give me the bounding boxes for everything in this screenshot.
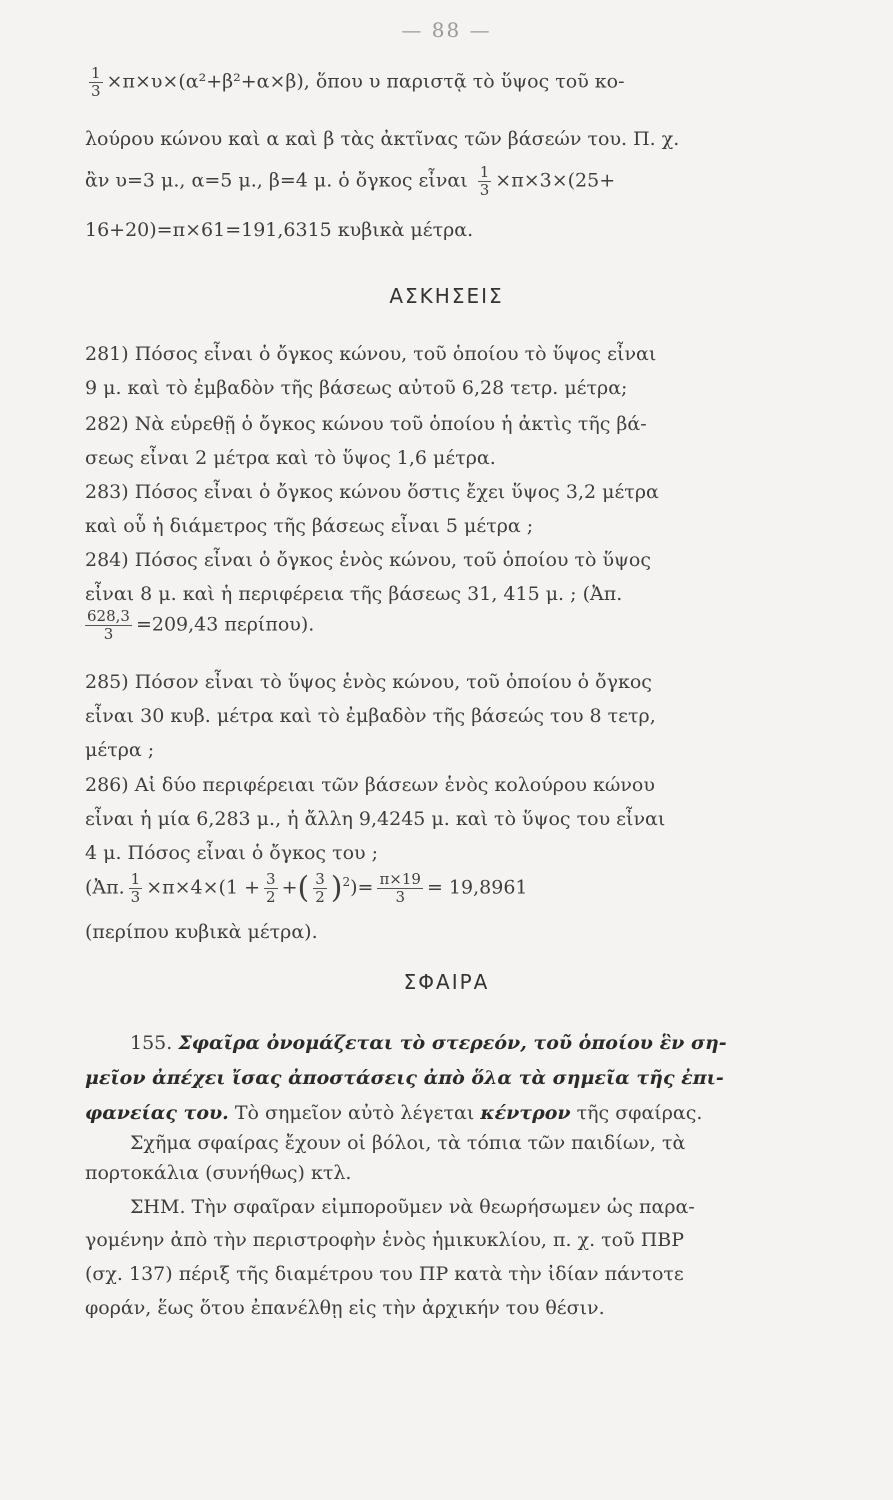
fraction: $\frac{628,3}{3}$ [87,607,130,643]
exercise-283-line-1: 283) Πόσος εἶναι ὁ ὄγκος κώνου ὅστις ἔχει ὕψος 3,2 μέτρα [85,481,659,503]
exercise-282-line-1: 282) Νὰ εὑρεθῇ ὁ ὄγκος κώνου τοῦ ὁποίου ἡ ἀκτὶς τῆς βά- [85,413,647,435]
section-heading-exercises: ΑΣΚΗΣΕΙΣ [389,284,504,308]
note-line-4: φοράν, ἕως ὅτου ἐπανέλθῃ εἰς τὴν ἀρχικήν του θέσιν. [85,1297,605,1319]
exercise-281-line-1: 281) Πόσος εἶναι ὁ ὄγκος κώνου, τοῦ ὁποίου τὸ ὕψος εἶναι [85,343,657,365]
paragraph-155-line-1: 155. Σφαῖρα ὀνομάζεται τὸ στερεόν, τοῦ ὁποίου ἓν ση- [130,1032,727,1054]
page-number: — 88 — [401,18,492,42]
paragraph-155-line-3: φανείας του. Τὸ σημεῖον αὐτὸ λέγεται κέντρον τῆς σφαίρας. [85,1102,703,1124]
exercise-286-line-5: (περίπου κυβικὰ μέτρα). [85,921,318,943]
fraction: $\frac{3}{2}$ [266,869,276,906]
intro-line-3: ἂν υ=3 μ., α=5 μ., β=4 μ. ὁ ὄγκος εἶναι $\frac{1}{3}$ ×π×3×(25+ [85,163,616,199]
intro-line-4: 16+20)=π×61=191,6315 κυβικὰ μέτρα. [85,219,474,241]
fraction: $\frac{1}{3}$ [91,64,101,100]
exercise-286-line-1: 286) Αἱ δύο περιφέρειαι τῶν βάσεων ἑνὸς κολούρου κώνου [85,774,655,796]
exercise-281-line-2: 9 μ. καὶ τὸ ἐμβαδὸν τῆς βάσεως αὐτοῦ 6,28 τετρ. μέτρα; [85,377,628,399]
exercise-286-answer-formula: (Ἀπ. $\frac{1}{3}$ ×π×4×(1 + $\frac{3}{2}$ +( $\frac{3}{2}$ )$^2$)= $\frac{\pi\times 19}{3}$ = 19,8961 [85,869,528,906]
exercise-286-line-2: εἶναι ἡ μία 6,283 μ., ἡ ἄλλη 9,4245 μ. καὶ τὸ ὕψος του εἶναι [85,808,666,830]
fraction: $\frac{1}{3}$ [130,869,141,906]
note-line-1: ΣΗΜ. Τὴν σφαῖραν εἰμποροῦμεν νὰ θεωρήσωμεν ὡς παρα- [130,1196,695,1218]
exercise-282-line-2: σεως εἶναι 2 μέτρα καὶ τὸ ὕψος 1,6 μέτρα. [85,447,496,469]
exercise-285-line-3: μέτρα ; [85,739,155,761]
exercise-283-line-2: καὶ οὗ ἡ διάμετρος τῆς βάσεως εἶναι 5 μέτρα ; [85,515,534,537]
intro-line-1: $\frac{1}{3}$ ×π×υ×(α²+β²+α×β), ὅπου υ παριστᾷ τὸ ὕψος τοῦ κο- [91,64,625,100]
exercise-286-line-3: 4 μ. Πόσος εἶναι ὁ ὄγκος του ; [85,842,379,864]
note-line-2: γομένην ἀπὸ τὴν περιστροφὴν ἑνὸς ἡμικυκλίου, π. χ. τοῦ ΠΒΡ [85,1229,685,1251]
fraction: $\frac{3}{2}$ [315,869,325,906]
paragraph-155-line-5: πορτοκάλια (συνήθως) κτλ. [85,1162,352,1184]
exercise-284-line-3: $\frac{628,3}{3}$ =209,43 περίπου). [87,607,315,643]
fraction: $\frac{1}{3}$ [479,163,490,199]
intro-line-2: λούρου κώνου καὶ α καὶ β τὰς ἀκτῖνας τῶν βάσεών του. Π. χ. [85,128,680,150]
paragraph-155-line-4: Σχῆμα σφαίρας ἔχουν οἱ βόλοι, τὰ τόπια τῶν παιδίων, τὰ [130,1132,686,1154]
exercise-284-line-1: 284) Πόσος εἶναι ὁ ὄγκος ἑνὸς κώνου, τοῦ ὁποίου τὸ ὕψος [85,549,652,571]
exercise-285-line-1: 285) Πόσον εἶναι τὸ ὕψος ἑνὸς κώνου, τοῦ ὁποίου ὁ ὄγκος [85,671,652,693]
note-line-3: (σχ. 137) πέριξ τῆς διαμέτρου του ΠΡ κατὰ τὴν ἰδίαν πάντοτε [85,1263,684,1285]
exercise-284-line-2: εἶναι 8 μ. καὶ ἡ περιφέρεια τῆς βάσεως 31, 415 μ. ; (Ἀπ. [85,583,623,605]
section-heading-sphere: ΣΦΑΙΡΑ [403,970,490,994]
exercise-285-line-2: εἶναι 30 κυβ. μέτρα καὶ τὸ ἐμβαδὸν τῆς βάσεώς του 8 τετρ, [85,705,656,727]
paragraph-155-line-2: μεῖον ἀπέχει ἴσας ἀποστάσεις ἀπὸ ὅλα τὰ σημεῖα τῆς ἐπι- [85,1067,724,1089]
fraction: $\frac{\pi\times 19}{3}$ [379,869,421,906]
